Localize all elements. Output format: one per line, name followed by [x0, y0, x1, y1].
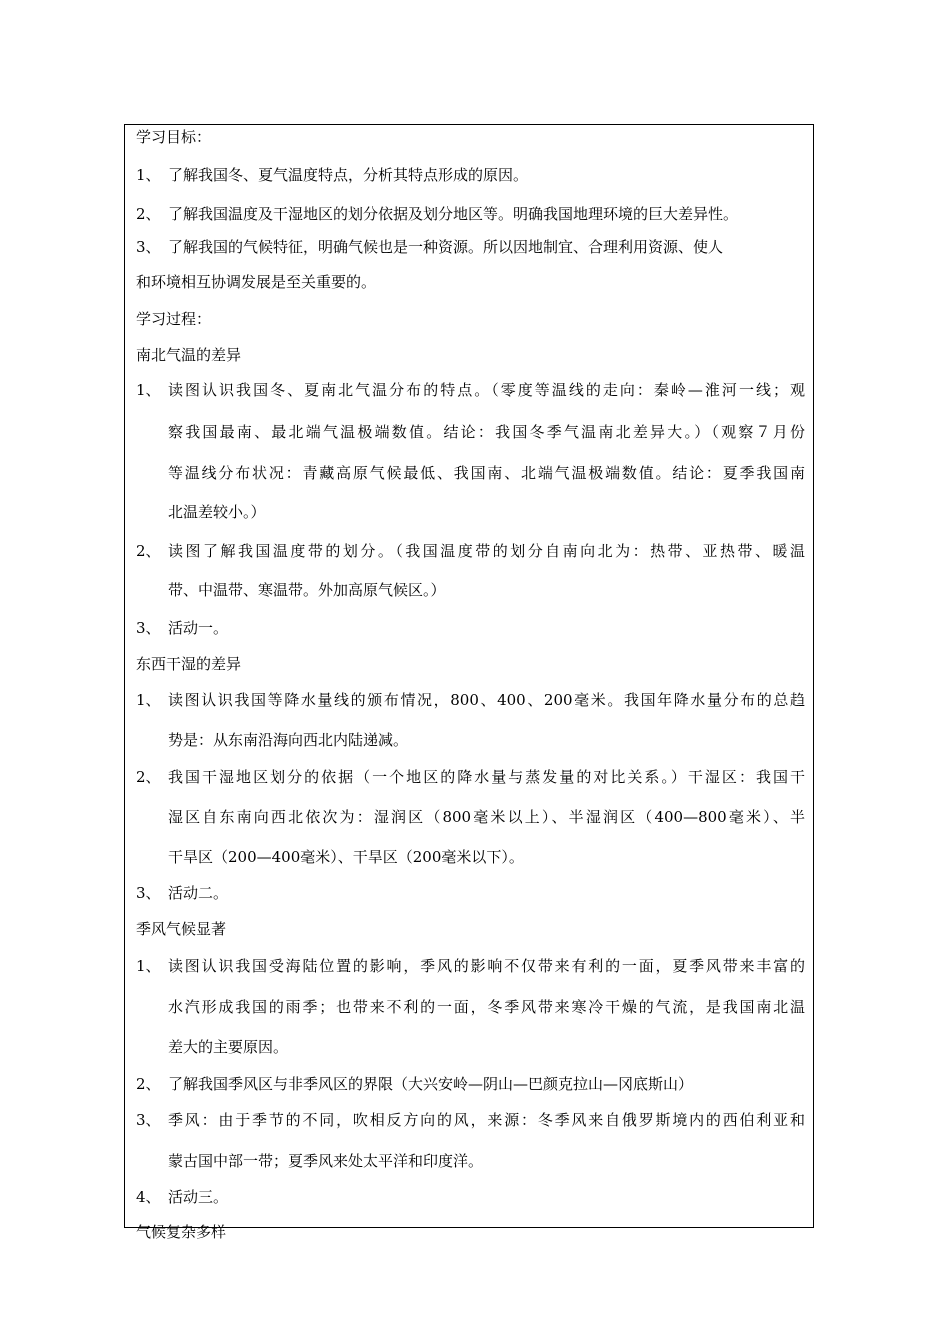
temp-item-3-text: 活动一。	[168, 619, 229, 637]
humid-item-1-number: 1、	[136, 691, 161, 709]
monsoon-item-4-number: 4、	[136, 1188, 161, 1206]
monsoon-item-1-line-3: 差大的主要原因。	[168, 1038, 289, 1056]
humid-item-3-number: 3、	[136, 884, 161, 902]
goal-2-text: 了解我国温度及干湿地区的划分依据及划分地区等。明确我国地理环境的巨大差异性。	[168, 205, 739, 223]
humid-item-2-line-2: 湿区自东南向西北依次为：湿润区（800毫米以上）、半湿润区（400—800毫米）、半	[168, 808, 805, 826]
temp-item-1-line-3: 等温线分布状况：青藏高原气候最低、我国南、北端气温极端数值。结论：夏季我国南	[168, 464, 805, 482]
goal-2-number: 2、	[136, 205, 161, 223]
temp-item-2-line-1: 读图了解我国温度带的划分。（我国温度带的划分自南向北为：热带、亚热带、暖温	[168, 542, 805, 560]
monsoon-item-3-number: 3、	[136, 1111, 161, 1129]
section-title-humidity: 东西干湿的差异	[136, 655, 242, 673]
temp-item-3-number: 3、	[136, 619, 161, 637]
monsoon-item-3-line-2: 蒙古国中部一带；夏季风来处太平洋和印度洋。	[168, 1152, 484, 1170]
monsoon-item-1-line-1: 读图认识我国受海陆位置的影响，季风的影响不仅带来有利的一面，夏季风带来丰富的	[168, 957, 805, 975]
temp-item-1-line-1: 读图认识我国冬、夏南北气温分布的特点。（零度等温线的走向：秦岭—淮河一线；观	[168, 381, 805, 399]
goal-3-continuation: 和环境相互协调发展是至关重要的。	[136, 273, 377, 291]
monsoon-item-1-line-2: 水汽形成我国的雨季；也带来不利的一面，冬季风带来寒冷干燥的气流，是我国南北温	[168, 998, 805, 1016]
goal-1-number: 1、	[136, 166, 161, 184]
section-title-diversity: 气候复杂多样	[136, 1223, 227, 1241]
monsoon-item-3-line-1: 季风：由于季节的不同，吹相反方向的风，来源：冬季风来自俄罗斯境内的西伯利亚和	[168, 1111, 805, 1129]
temp-item-1-number: 1、	[136, 381, 161, 399]
humid-item-2-number: 2、	[136, 768, 161, 786]
monsoon-item-2-number: 2、	[136, 1075, 161, 1093]
humid-item-3-text: 活动二。	[168, 884, 229, 902]
goal-1-text: 了解我国冬、夏气温度特点，分析其特点形成的原因。	[168, 166, 529, 184]
temp-item-2-line-2: 带、中温带、寒温带。外加高原气候区。）	[168, 581, 446, 599]
temp-item-2-number: 2、	[136, 542, 161, 560]
monsoon-item-2-text: 了解我国季风区与非季风区的界限（大兴安岭—阴山—巴颜克拉山—冈底斯山）	[168, 1075, 694, 1093]
process-heading: 学习过程：	[136, 310, 212, 328]
humid-item-1-line-1: 读图认识我国等降水量线的颁布情况，800、400、200毫米。我国年降水量分布的总趋	[168, 691, 805, 709]
goal-3-text: 了解我国的气候特征，明确气候也是一种资源。所以因地制宜、合理利用资源、使人	[168, 238, 724, 256]
section-title-monsoon: 季风气候显著	[136, 920, 227, 938]
temp-item-1-line-4: 北温差较小。）	[168, 503, 266, 521]
goal-3-number: 3、	[136, 238, 161, 256]
goals-heading: 学习目标：	[136, 128, 212, 146]
section-title-temperature: 南北气温的差异	[136, 346, 242, 364]
humid-item-2-line-3: 干旱区（200—400毫米）、干旱区（200毫米以下）。	[168, 848, 524, 866]
humid-item-1-line-2: 势是：从东南沿海向西北内陆递减。	[168, 731, 409, 749]
monsoon-item-1-number: 1、	[136, 957, 161, 975]
monsoon-item-4-text: 活动三。	[168, 1188, 229, 1206]
humid-item-2-line-1: 我国干湿地区划分的依据（一个地区的降水量与蒸发量的对比关系。）干湿区：我国干	[168, 768, 805, 786]
temp-item-1-line-2: 察我国最南、最北端气温极端数值。结论：我国冬季气温南北差异大。）（观察７月份	[168, 423, 805, 441]
